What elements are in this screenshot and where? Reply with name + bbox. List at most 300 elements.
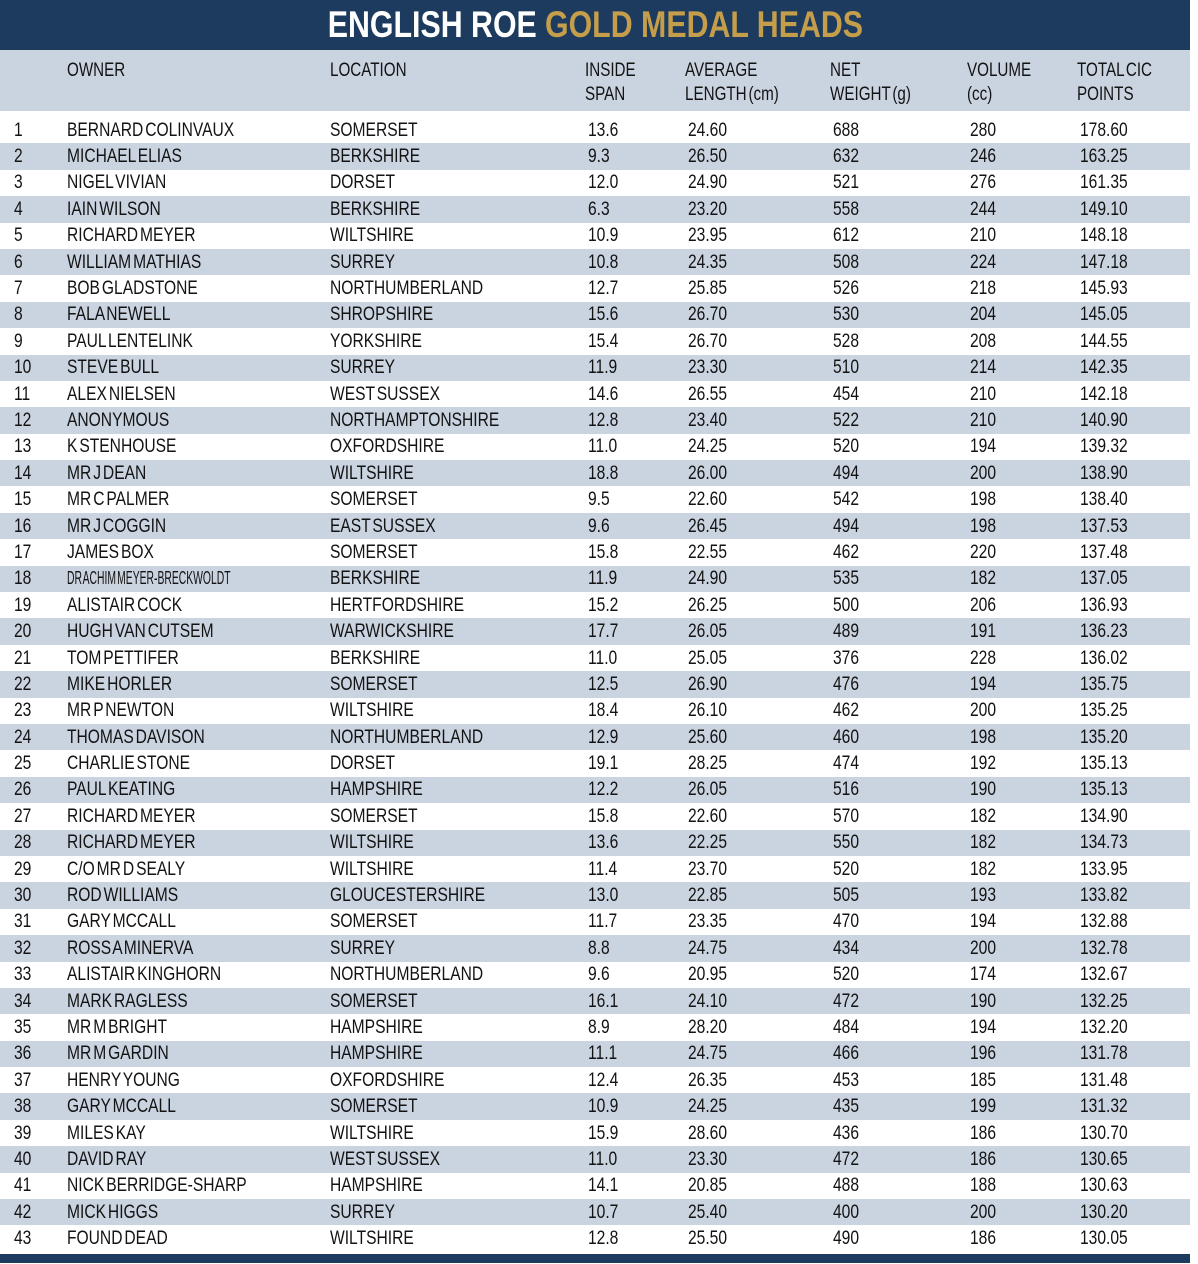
inside-span-cell: 14.6 — [588, 382, 619, 405]
location-cell: WILTSHIRE — [330, 224, 414, 247]
volume-cell: 186 — [970, 1227, 997, 1250]
rank-cell: 4 — [14, 197, 23, 220]
net-weight-cell: 516 — [833, 778, 860, 801]
column-header-location: LOCATION — [330, 60, 407, 81]
location-cell: WEST SUSSEX — [330, 382, 441, 405]
net-weight-cell: 436 — [833, 1121, 860, 1144]
inside-span-cell: 18.8 — [588, 461, 619, 484]
location-cell: WILTSHIRE — [330, 1121, 414, 1144]
inside-span-cell: 18.4 — [588, 699, 619, 722]
volume-cell: 246 — [970, 145, 997, 168]
total-points-cell: 133.82 — [1080, 884, 1128, 907]
volume-cell: 190 — [970, 989, 997, 1012]
location-cell: WILTSHIRE — [330, 857, 414, 880]
net-weight-cell: 494 — [833, 461, 860, 484]
location-cell: DORSET — [330, 171, 396, 194]
inside-span-cell: 8.8 — [588, 936, 610, 959]
column-header-span: INSIDE SPAN — [585, 60, 636, 105]
total-points-cell: 144.55 — [1080, 329, 1128, 352]
rank-cell: 16 — [14, 514, 32, 537]
average-length-cell: 23.35 — [688, 910, 728, 933]
average-length-cell: 25.60 — [688, 725, 728, 748]
total-points-cell: 135.20 — [1080, 725, 1128, 748]
net-weight-cell: 530 — [833, 303, 860, 326]
rank-cell: 10 — [14, 356, 32, 379]
table-row — [0, 803, 1190, 829]
inside-span-cell: 11.7 — [588, 910, 618, 933]
volume-cell: 194 — [970, 910, 997, 933]
total-points-cell: 148.18 — [1080, 224, 1128, 247]
owner-cell: IAIN WILSON — [67, 197, 161, 220]
net-weight-cell: 521 — [833, 171, 860, 194]
location-cell: BERKSHIRE — [330, 567, 421, 590]
rank-cell: 19 — [14, 593, 32, 616]
table-row — [0, 1041, 1190, 1067]
rank-cell: 15 — [14, 488, 32, 511]
table-row — [0, 143, 1190, 169]
owner-cell: PAUL LENTELINK — [67, 329, 193, 352]
table-row — [0, 962, 1190, 988]
rank-cell: 1 — [14, 118, 23, 141]
rank-cell: 22 — [14, 672, 32, 695]
owner-cell: RICHARD MEYER — [67, 224, 196, 247]
inside-span-cell: 15.9 — [588, 1121, 619, 1144]
rank-cell: 12 — [14, 408, 32, 431]
inside-span-cell: 13.0 — [588, 884, 619, 907]
location-cell: NORTHUMBERLAND — [330, 963, 484, 986]
volume-cell: 188 — [970, 1174, 997, 1197]
inside-span-cell: 10.7 — [588, 1200, 619, 1223]
net-weight-cell: 520 — [833, 435, 860, 458]
column-header-rank — [0, 59, 67, 107]
owner-cell: MICK HIGGS — [67, 1200, 159, 1223]
location-cell: BERKSHIRE — [330, 197, 421, 220]
page-title-highlight: GOLD MEDAL HEADS — [544, 4, 863, 45]
inside-span-cell: 11.9 — [588, 567, 618, 590]
average-length-cell: 25.50 — [688, 1227, 728, 1250]
volume-cell: 280 — [970, 118, 997, 141]
total-points-cell: 140.90 — [1080, 408, 1128, 431]
inside-span-cell: 12.2 — [588, 778, 619, 801]
column-header-owner: OWNER — [67, 60, 126, 81]
location-cell: OXFORDSHIRE — [330, 1068, 445, 1091]
rank-cell: 18 — [14, 567, 32, 590]
inside-span-cell: 11.0 — [588, 646, 618, 669]
volume-cell: 198 — [970, 725, 997, 748]
owner-cell: TOM PETTIFER — [67, 646, 179, 669]
table-row — [0, 1146, 1190, 1172]
inside-span-cell: 12.8 — [588, 408, 619, 431]
table-row — [0, 196, 1190, 222]
net-weight-cell: 460 — [833, 725, 860, 748]
average-length-cell: 22.55 — [688, 540, 728, 563]
total-points-cell: 130.05 — [1080, 1227, 1128, 1250]
average-length-cell: 24.90 — [688, 567, 728, 590]
volume-cell: 182 — [970, 804, 997, 827]
average-length-cell: 24.75 — [688, 1042, 728, 1065]
rank-cell: 31 — [14, 910, 32, 933]
location-cell: SOMERSET — [330, 672, 418, 695]
net-weight-cell: 570 — [833, 804, 860, 827]
owner-cell: FALA NEWELL — [67, 303, 171, 326]
location-cell: WILTSHIRE — [330, 699, 414, 722]
table-row — [0, 1014, 1190, 1040]
inside-span-cell: 12.0 — [588, 171, 619, 194]
rank-cell: 29 — [14, 857, 32, 880]
average-length-cell: 24.60 — [688, 118, 728, 141]
total-points-cell: 132.67 — [1080, 963, 1128, 986]
average-length-cell: 23.20 — [688, 197, 728, 220]
location-cell: GLOUCESTERSHIRE — [330, 884, 486, 907]
net-weight-cell: 520 — [833, 857, 860, 880]
table-row — [0, 988, 1190, 1014]
net-weight-cell: 505 — [833, 884, 860, 907]
owner-cell: PAUL KEATING — [67, 778, 176, 801]
inside-span-cell: 11.0 — [588, 1147, 618, 1170]
total-points-cell: 132.25 — [1080, 989, 1128, 1012]
net-weight-cell: 470 — [833, 910, 860, 933]
location-cell: WILTSHIRE — [330, 461, 414, 484]
average-length-cell: 24.35 — [688, 250, 728, 273]
volume-cell: 218 — [970, 277, 997, 300]
rank-cell: 17 — [14, 540, 32, 563]
volume-cell: 185 — [970, 1068, 997, 1091]
page-title-prefix: ENGLISH ROE — [327, 4, 537, 45]
rank-cell: 2 — [14, 145, 23, 168]
location-cell: HAMPSHIRE — [330, 1015, 423, 1038]
total-points-cell: 136.93 — [1080, 593, 1128, 616]
owner-cell: K STENHOUSE — [67, 435, 177, 458]
table-row — [0, 1093, 1190, 1119]
rank-cell: 8 — [14, 303, 23, 326]
total-points-cell: 135.25 — [1080, 699, 1128, 722]
net-weight-cell: 435 — [833, 1095, 860, 1118]
location-cell: SOMERSET — [330, 118, 418, 141]
inside-span-cell: 9.6 — [588, 963, 610, 986]
average-length-cell: 25.05 — [688, 646, 728, 669]
inside-span-cell: 6.3 — [588, 197, 610, 220]
table-row — [0, 513, 1190, 539]
rank-cell: 32 — [14, 936, 32, 959]
rank-cell: 9 — [14, 329, 23, 352]
table-row — [0, 618, 1190, 644]
volume-cell: 199 — [970, 1095, 997, 1118]
rank-cell: 42 — [14, 1200, 32, 1223]
location-cell: SURREY — [330, 1200, 396, 1223]
table-row — [0, 777, 1190, 803]
total-points-cell: 134.73 — [1080, 831, 1128, 854]
table-row — [0, 170, 1190, 196]
total-points-cell: 133.95 — [1080, 857, 1128, 880]
net-weight-cell: 526 — [833, 277, 860, 300]
location-cell: SURREY — [330, 250, 396, 273]
owner-cell: THOMAS DAVISON — [67, 725, 205, 748]
total-points-cell: 136.23 — [1080, 620, 1128, 643]
average-length-cell: 26.90 — [688, 672, 728, 695]
inside-span-cell: 9.5 — [588, 488, 610, 511]
table-row — [0, 1225, 1190, 1251]
owner-cell: ALISTAIR KINGHORN — [67, 963, 222, 986]
total-points-cell: 132.88 — [1080, 910, 1128, 933]
owner-cell: RICHARD MEYER — [67, 831, 196, 854]
inside-span-cell: 12.4 — [588, 1068, 619, 1091]
total-points-cell: 138.40 — [1080, 488, 1128, 511]
volume-cell: 182 — [970, 857, 997, 880]
average-length-cell: 22.60 — [688, 804, 728, 827]
total-points-cell: 142.18 — [1080, 382, 1128, 405]
rank-cell: 34 — [14, 989, 32, 1012]
average-length-cell: 24.10 — [688, 989, 728, 1012]
average-length-cell: 26.70 — [688, 303, 728, 326]
volume-cell: 200 — [970, 699, 997, 722]
owner-cell: DAVID RAY — [67, 1147, 147, 1170]
total-points-cell: 130.20 — [1080, 1200, 1128, 1223]
total-points-cell: 145.93 — [1080, 277, 1128, 300]
owner-cell: ANONYMOUS — [67, 408, 170, 431]
total-points-cell: 131.32 — [1080, 1095, 1128, 1118]
rank-cell: 5 — [14, 224, 23, 247]
location-cell: SOMERSET — [330, 910, 418, 933]
net-weight-cell: 500 — [833, 593, 860, 616]
net-weight-cell: 520 — [833, 963, 860, 986]
owner-cell: HENRY YOUNG — [67, 1068, 180, 1091]
net-weight-cell: 632 — [833, 145, 860, 168]
net-weight-cell: 462 — [833, 699, 860, 722]
inside-span-cell: 11.0 — [588, 435, 618, 458]
net-weight-cell: 462 — [833, 540, 860, 563]
location-cell: WARWICKSHIRE — [330, 620, 454, 643]
volume-cell: 182 — [970, 567, 997, 590]
inside-span-cell: 12.5 — [588, 672, 619, 695]
average-length-cell: 26.10 — [688, 699, 728, 722]
table-row — [0, 460, 1190, 486]
location-cell: SHROPSHIRE — [330, 303, 434, 326]
rank-cell: 33 — [14, 963, 32, 986]
inside-span-cell: 16.1 — [588, 989, 619, 1012]
volume-cell: 200 — [970, 936, 997, 959]
volume-cell: 194 — [970, 1015, 997, 1038]
average-length-cell: 22.85 — [688, 884, 728, 907]
inside-span-cell: 9.3 — [588, 145, 610, 168]
inside-span-cell: 13.6 — [588, 831, 619, 854]
total-points-cell: 149.10 — [1080, 197, 1128, 220]
volume-cell: 244 — [970, 197, 997, 220]
table-row — [0, 856, 1190, 882]
total-points-cell: 163.25 — [1080, 145, 1128, 168]
rank-cell: 43 — [14, 1227, 32, 1250]
location-cell: BERKSHIRE — [330, 646, 421, 669]
volume-cell: 210 — [970, 224, 997, 247]
volume-cell: 174 — [970, 963, 997, 986]
total-points-cell: 137.05 — [1080, 567, 1128, 590]
total-points-cell: 131.48 — [1080, 1068, 1128, 1091]
volume-cell: 206 — [970, 593, 997, 616]
owner-cell: JAMES BOX — [67, 540, 154, 563]
column-header-length: AVERAGE LENGTH (cm) — [685, 60, 779, 105]
average-length-cell: 26.45 — [688, 514, 728, 537]
table-header — [0, 50, 1190, 111]
inside-span-cell: 11.9 — [588, 356, 618, 379]
net-weight-cell: 535 — [833, 567, 860, 590]
volume-cell: 204 — [970, 303, 997, 326]
average-length-cell: 26.70 — [688, 329, 728, 352]
total-points-cell: 131.78 — [1080, 1042, 1128, 1065]
table-row — [0, 750, 1190, 776]
total-points-cell: 132.20 — [1080, 1015, 1128, 1038]
rank-cell: 11 — [14, 382, 31, 405]
table-row — [0, 935, 1190, 961]
net-weight-cell: 472 — [833, 1147, 860, 1170]
total-points-cell: 138.90 — [1080, 461, 1128, 484]
total-points-cell: 130.70 — [1080, 1121, 1128, 1144]
location-cell: EAST SUSSEX — [330, 514, 436, 537]
average-length-cell: 28.25 — [688, 752, 728, 775]
net-weight-cell: 466 — [833, 1042, 860, 1065]
average-length-cell: 26.05 — [688, 620, 728, 643]
rank-cell: 39 — [14, 1121, 32, 1144]
page-title — [327, 4, 862, 46]
volume-cell: 200 — [970, 461, 997, 484]
volume-cell: 208 — [970, 329, 997, 352]
inside-span-cell: 11.1 — [588, 1042, 618, 1065]
bottom-bar — [0, 1254, 1190, 1263]
total-points-cell: 139.32 — [1080, 435, 1128, 458]
average-length-cell: 23.70 — [688, 857, 728, 880]
location-cell: YORKSHIRE — [330, 329, 422, 352]
inside-span-cell: 12.7 — [588, 277, 619, 300]
rank-cell: 27 — [14, 804, 32, 827]
rank-cell: 36 — [14, 1042, 32, 1065]
table-row — [0, 223, 1190, 249]
table-row — [0, 1199, 1190, 1225]
owner-cell: ALEX NIELSEN — [67, 382, 176, 405]
owner-cell: MILES KAY — [67, 1121, 146, 1144]
table-body — [0, 117, 1198, 1252]
rank-cell: 6 — [14, 250, 23, 273]
volume-cell: 224 — [970, 250, 997, 273]
average-length-cell: 20.95 — [688, 963, 728, 986]
location-cell: SOMERSET — [330, 488, 418, 511]
average-length-cell: 24.90 — [688, 171, 728, 194]
inside-span-cell: 19.1 — [588, 752, 619, 775]
title-bar — [0, 0, 1190, 50]
owner-cell: C/O MR D SEALY — [67, 857, 186, 880]
location-cell: HAMPSHIRE — [330, 1042, 423, 1065]
inside-span-cell: 17.7 — [588, 620, 619, 643]
total-points-cell: 135.13 — [1080, 752, 1128, 775]
average-length-cell: 23.40 — [688, 408, 728, 431]
location-cell: SOMERSET — [330, 1095, 418, 1118]
average-length-cell: 25.40 — [688, 1200, 728, 1223]
average-length-cell: 26.35 — [688, 1068, 728, 1091]
net-weight-cell: 688 — [833, 118, 860, 141]
inside-span-cell: 15.4 — [588, 329, 619, 352]
rank-cell: 38 — [14, 1095, 32, 1118]
rank-cell: 41 — [14, 1174, 32, 1197]
volume-cell: 198 — [970, 488, 997, 511]
owner-cell: GARY MCCALL — [67, 1095, 176, 1118]
average-length-cell: 26.55 — [688, 382, 728, 405]
average-length-cell: 26.00 — [688, 461, 728, 484]
volume-cell: 192 — [970, 752, 997, 775]
volume-cell: 186 — [970, 1121, 997, 1144]
owner-cell: FOUND DEAD — [67, 1227, 168, 1250]
inside-span-cell: 11.4 — [588, 857, 618, 880]
average-length-cell: 26.50 — [688, 145, 728, 168]
net-weight-cell: 542 — [833, 488, 860, 511]
inside-span-cell: 12.8 — [588, 1227, 619, 1250]
location-cell: NORTHAMPTONSHIRE — [330, 408, 500, 431]
owner-cell: ALISTAIR COCK — [67, 593, 183, 616]
location-cell: WEST SUSSEX — [330, 1147, 441, 1170]
owner-cell: STEVE BULL — [67, 356, 160, 379]
rank-cell: 26 — [14, 778, 32, 801]
inside-span-cell: 14.1 — [588, 1174, 619, 1197]
net-weight-cell: 453 — [833, 1068, 860, 1091]
volume-cell: 196 — [970, 1042, 997, 1065]
inside-span-cell: 10.8 — [588, 250, 619, 273]
rank-cell: 25 — [14, 752, 32, 775]
rank-cell: 21 — [14, 646, 32, 669]
net-weight-cell: 490 — [833, 1227, 860, 1250]
total-points-cell: 137.48 — [1080, 540, 1128, 563]
owner-cell: NIGEL VIVIAN — [67, 171, 167, 194]
rank-cell: 20 — [14, 620, 32, 643]
average-length-cell: 23.95 — [688, 224, 728, 247]
table-row — [0, 249, 1190, 275]
table-row — [0, 698, 1190, 724]
net-weight-cell: 494 — [833, 514, 860, 537]
table-row — [0, 117, 1190, 143]
volume-cell: 186 — [970, 1147, 997, 1170]
owner-cell: WILLIAM MATHIAS — [67, 250, 202, 273]
average-length-cell: 25.85 — [688, 277, 728, 300]
location-cell: WILTSHIRE — [330, 831, 414, 854]
rank-cell: 35 — [14, 1015, 32, 1038]
table-row — [0, 328, 1190, 354]
net-weight-cell: 489 — [833, 620, 860, 643]
inside-span-cell: 9.6 — [588, 514, 610, 537]
total-points-cell: 147.18 — [1080, 250, 1128, 273]
volume-cell: 198 — [970, 514, 997, 537]
total-points-cell: 132.78 — [1080, 936, 1128, 959]
volume-cell: 228 — [970, 646, 997, 669]
volume-cell: 210 — [970, 382, 997, 405]
table-row — [0, 486, 1190, 512]
table-row — [0, 592, 1190, 618]
location-cell: BERKSHIRE — [330, 145, 421, 168]
table-row — [0, 909, 1190, 935]
net-weight-cell: 488 — [833, 1174, 860, 1197]
location-cell: HAMPSHIRE — [330, 1174, 423, 1197]
average-length-cell: 24.25 — [688, 1095, 728, 1118]
inside-span-cell: 15.8 — [588, 540, 619, 563]
net-weight-cell: 550 — [833, 831, 860, 854]
location-cell: SURREY — [330, 356, 396, 379]
table-row — [0, 1067, 1190, 1093]
total-points-cell: 135.75 — [1080, 672, 1128, 695]
volume-cell: 276 — [970, 171, 997, 194]
average-length-cell: 23.30 — [688, 356, 728, 379]
average-length-cell: 22.60 — [688, 488, 728, 511]
average-length-cell: 24.25 — [688, 435, 728, 458]
location-cell: SOMERSET — [330, 804, 418, 827]
net-weight-cell: 484 — [833, 1015, 860, 1038]
location-cell: SOMERSET — [330, 540, 418, 563]
inside-span-cell: 8.9 — [588, 1015, 610, 1038]
net-weight-cell: 558 — [833, 197, 860, 220]
rank-cell: 37 — [14, 1068, 32, 1091]
